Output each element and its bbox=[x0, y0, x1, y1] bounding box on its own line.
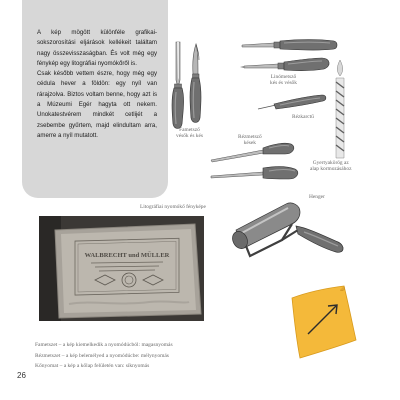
intro-paragraph-1: A kép mögött különféle grafikai-sokszorosítási eljárások kellékeit találtam nagy összevisszaságban. És volt még egy fénykép egy litográfiai nyomókőről is. bbox=[37, 29, 157, 67]
litho-stone-image bbox=[39, 216, 204, 321]
ink-roller-illustration bbox=[228, 200, 356, 264]
legend-line-relief: Fametszet – a kép kiemelkedik a nyomódúcból: magasnyomás bbox=[35, 342, 173, 348]
candle-illustration bbox=[329, 58, 351, 162]
legend-line-intaglio: Rézmetszet – a kép belemélyed a nyomódúcbe: mélynyomás bbox=[35, 352, 169, 359]
caption-candle: Gyertyakörög az alap kormozásához bbox=[310, 160, 352, 173]
caption-etching-needle: Rézkarctű bbox=[292, 114, 314, 120]
litho-stone-photo bbox=[39, 216, 204, 321]
caption-roller: Henger bbox=[309, 194, 325, 200]
intro-text bbox=[37, 28, 157, 141]
caption-engraving-burins: Rézmetsző kések bbox=[238, 134, 262, 147]
printing-methods-legend bbox=[35, 340, 235, 372]
page-number: 26 bbox=[17, 371, 26, 380]
intro-paragraph-2: Csak később vettem észre, hogy még egy cédula hever a földön: egy nyíl van rárajzolva. Biztos voltam benne, hogy azt is a Múzeumi Egér hagyta ott nekem. Unokatestvérem mindkét cetlijét a zsebembe gyűrtem, majd elindultam arra, amerre a nyíl mutatott. bbox=[37, 70, 157, 139]
etching-needle-illustration bbox=[256, 92, 328, 114]
intro-text-box bbox=[22, 0, 168, 198]
woodcut-gouges-illustration bbox=[168, 40, 214, 132]
caption-woodcut-tools: Fametsző vésők és kés bbox=[176, 127, 203, 140]
caption-linocut-tools: Linómetsző kés és vésők bbox=[270, 74, 297, 87]
stone-inscription: WALBRECHT und MÜLLER bbox=[84, 252, 170, 259]
yellow-note-with-arrow bbox=[282, 284, 362, 362]
legend-line-planographic: Kőnyomat – a kép a kőlap felületén van: síknyomás bbox=[35, 363, 150, 370]
caption-litho-photo: Litográfiai nyomókő fényképe bbox=[140, 204, 206, 210]
